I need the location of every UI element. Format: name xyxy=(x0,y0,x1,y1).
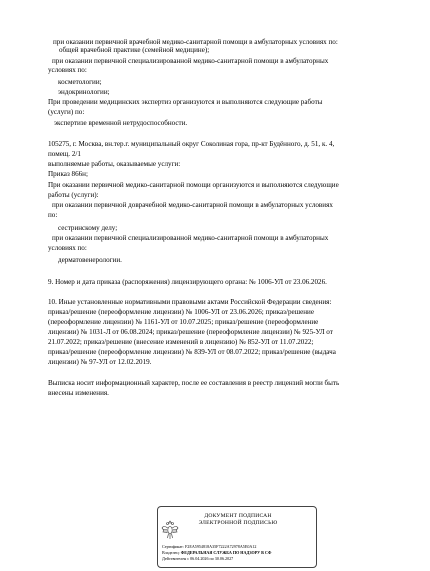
owner-value: ФЕДЕРАЛЬНАЯ СЛУЖБА ПО НАДЗОРУ В СФ xyxy=(180,550,272,555)
document-line: общей врачебной практике (семейной медицине); xyxy=(59,46,210,54)
document-line: работы (услуги): xyxy=(48,191,99,199)
stamp-title-line2: ЭЛЕКТРОННОЙ ПОДПИСЬЮ xyxy=(198,520,278,526)
document-line: условиях по: xyxy=(48,244,87,252)
document-line: приказ/решение (переоформление лицензии) № 1006-УЛ от 23.06.2026; приказ/решение xyxy=(48,308,314,316)
certificate-label: Сертификат: xyxy=(162,544,184,549)
document-line: 105275, г. Москва, вн.тер.г. муниципальный округ Соколиная гора, пр-кт Будённого, д. 51, к. 4, xyxy=(48,140,335,148)
document-line: дерматовенерологии. xyxy=(58,256,122,264)
document-line: внесены изменения. xyxy=(48,389,109,397)
document-line: 21.07.2022; приказ/решение (внесение изменений в лицензию) № 852-УЛ от 11.07.2022; xyxy=(48,338,314,346)
document-line: При оказании первичной медико-санитарной помощи организуются и выполняются следующие xyxy=(48,181,339,189)
document-line: при оказании первичной специализированной медико-санитарной помощи в амбулаторных xyxy=(52,234,329,242)
document-line: 9. Номер и дата приказа (распоряжения) лицензирующего органа: № 1006-УЛ от 23.06.2026. xyxy=(48,278,327,286)
document-line: эндокринологии; xyxy=(58,88,110,96)
document-line: (услуги) по: xyxy=(48,108,85,116)
document-line: Выписка носит информационный характер, после ее составления в реестр лицензий могли быть xyxy=(48,379,340,387)
stamp-title-line1: ДОКУМЕНТ ПОДПИСАН xyxy=(204,513,272,519)
document-line: Приказ 866н; xyxy=(48,170,88,178)
stamp-validity: Действителен с 06.04.2026 по 30.06.2027 xyxy=(162,556,234,561)
document-line: (переоформление лицензии) № 1161-УЛ от 10.07.2025; приказ/решение (переоформление xyxy=(48,318,319,326)
document-line: лицензии) № 1031-Л от 06.08.2024; приказ/решение (переоформление лицензии) № 925-УЛ от xyxy=(48,328,333,336)
document-line: При проведении медицинских экспертиз организуются и выполняются следующие работы xyxy=(48,98,323,106)
document-line: выполняемые работы, оказываемые услуги: xyxy=(48,160,181,168)
document-line: косметологии; xyxy=(58,78,102,86)
document-line: 10. Иные установленные нормативными правовыми актами Российской Федерации сведения: xyxy=(48,298,332,306)
document-line: условиях по: xyxy=(48,66,87,74)
document-line: лицензии) № 97-УЛ от 12.02.2019. xyxy=(48,358,152,366)
document-line: сестринскому делу; xyxy=(58,224,118,232)
stamp-owner xyxy=(162,550,271,555)
stamp-certificate xyxy=(162,544,256,549)
document-line: при оказании первичной специализированной медико-санитарной помощи в амбулаторных xyxy=(52,57,329,65)
electronic-signature-stamp xyxy=(157,506,317,568)
owner-label: Владелец: xyxy=(162,550,180,555)
document-line: по: xyxy=(48,211,58,219)
document-line: при оказании первичной врачебной медико-санитарной помощи в амбулаторных условиях по: xyxy=(53,38,338,46)
certificate-value: F2EA5954818A35F7222A72978A5E0A12 xyxy=(185,544,257,549)
document-line: приказ/решение (переоформление лицензии) № 839-УЛ от 08.07.2022; приказ/решение (выдача xyxy=(48,348,336,356)
document-line: экспертизе временной нетрудоспособности. xyxy=(54,119,188,127)
document-line: помещ. 2/1 xyxy=(48,150,81,158)
document-line: при оказании первичной доврачебной медико-санитарной помощи в амбулаторных условиях xyxy=(52,201,333,209)
